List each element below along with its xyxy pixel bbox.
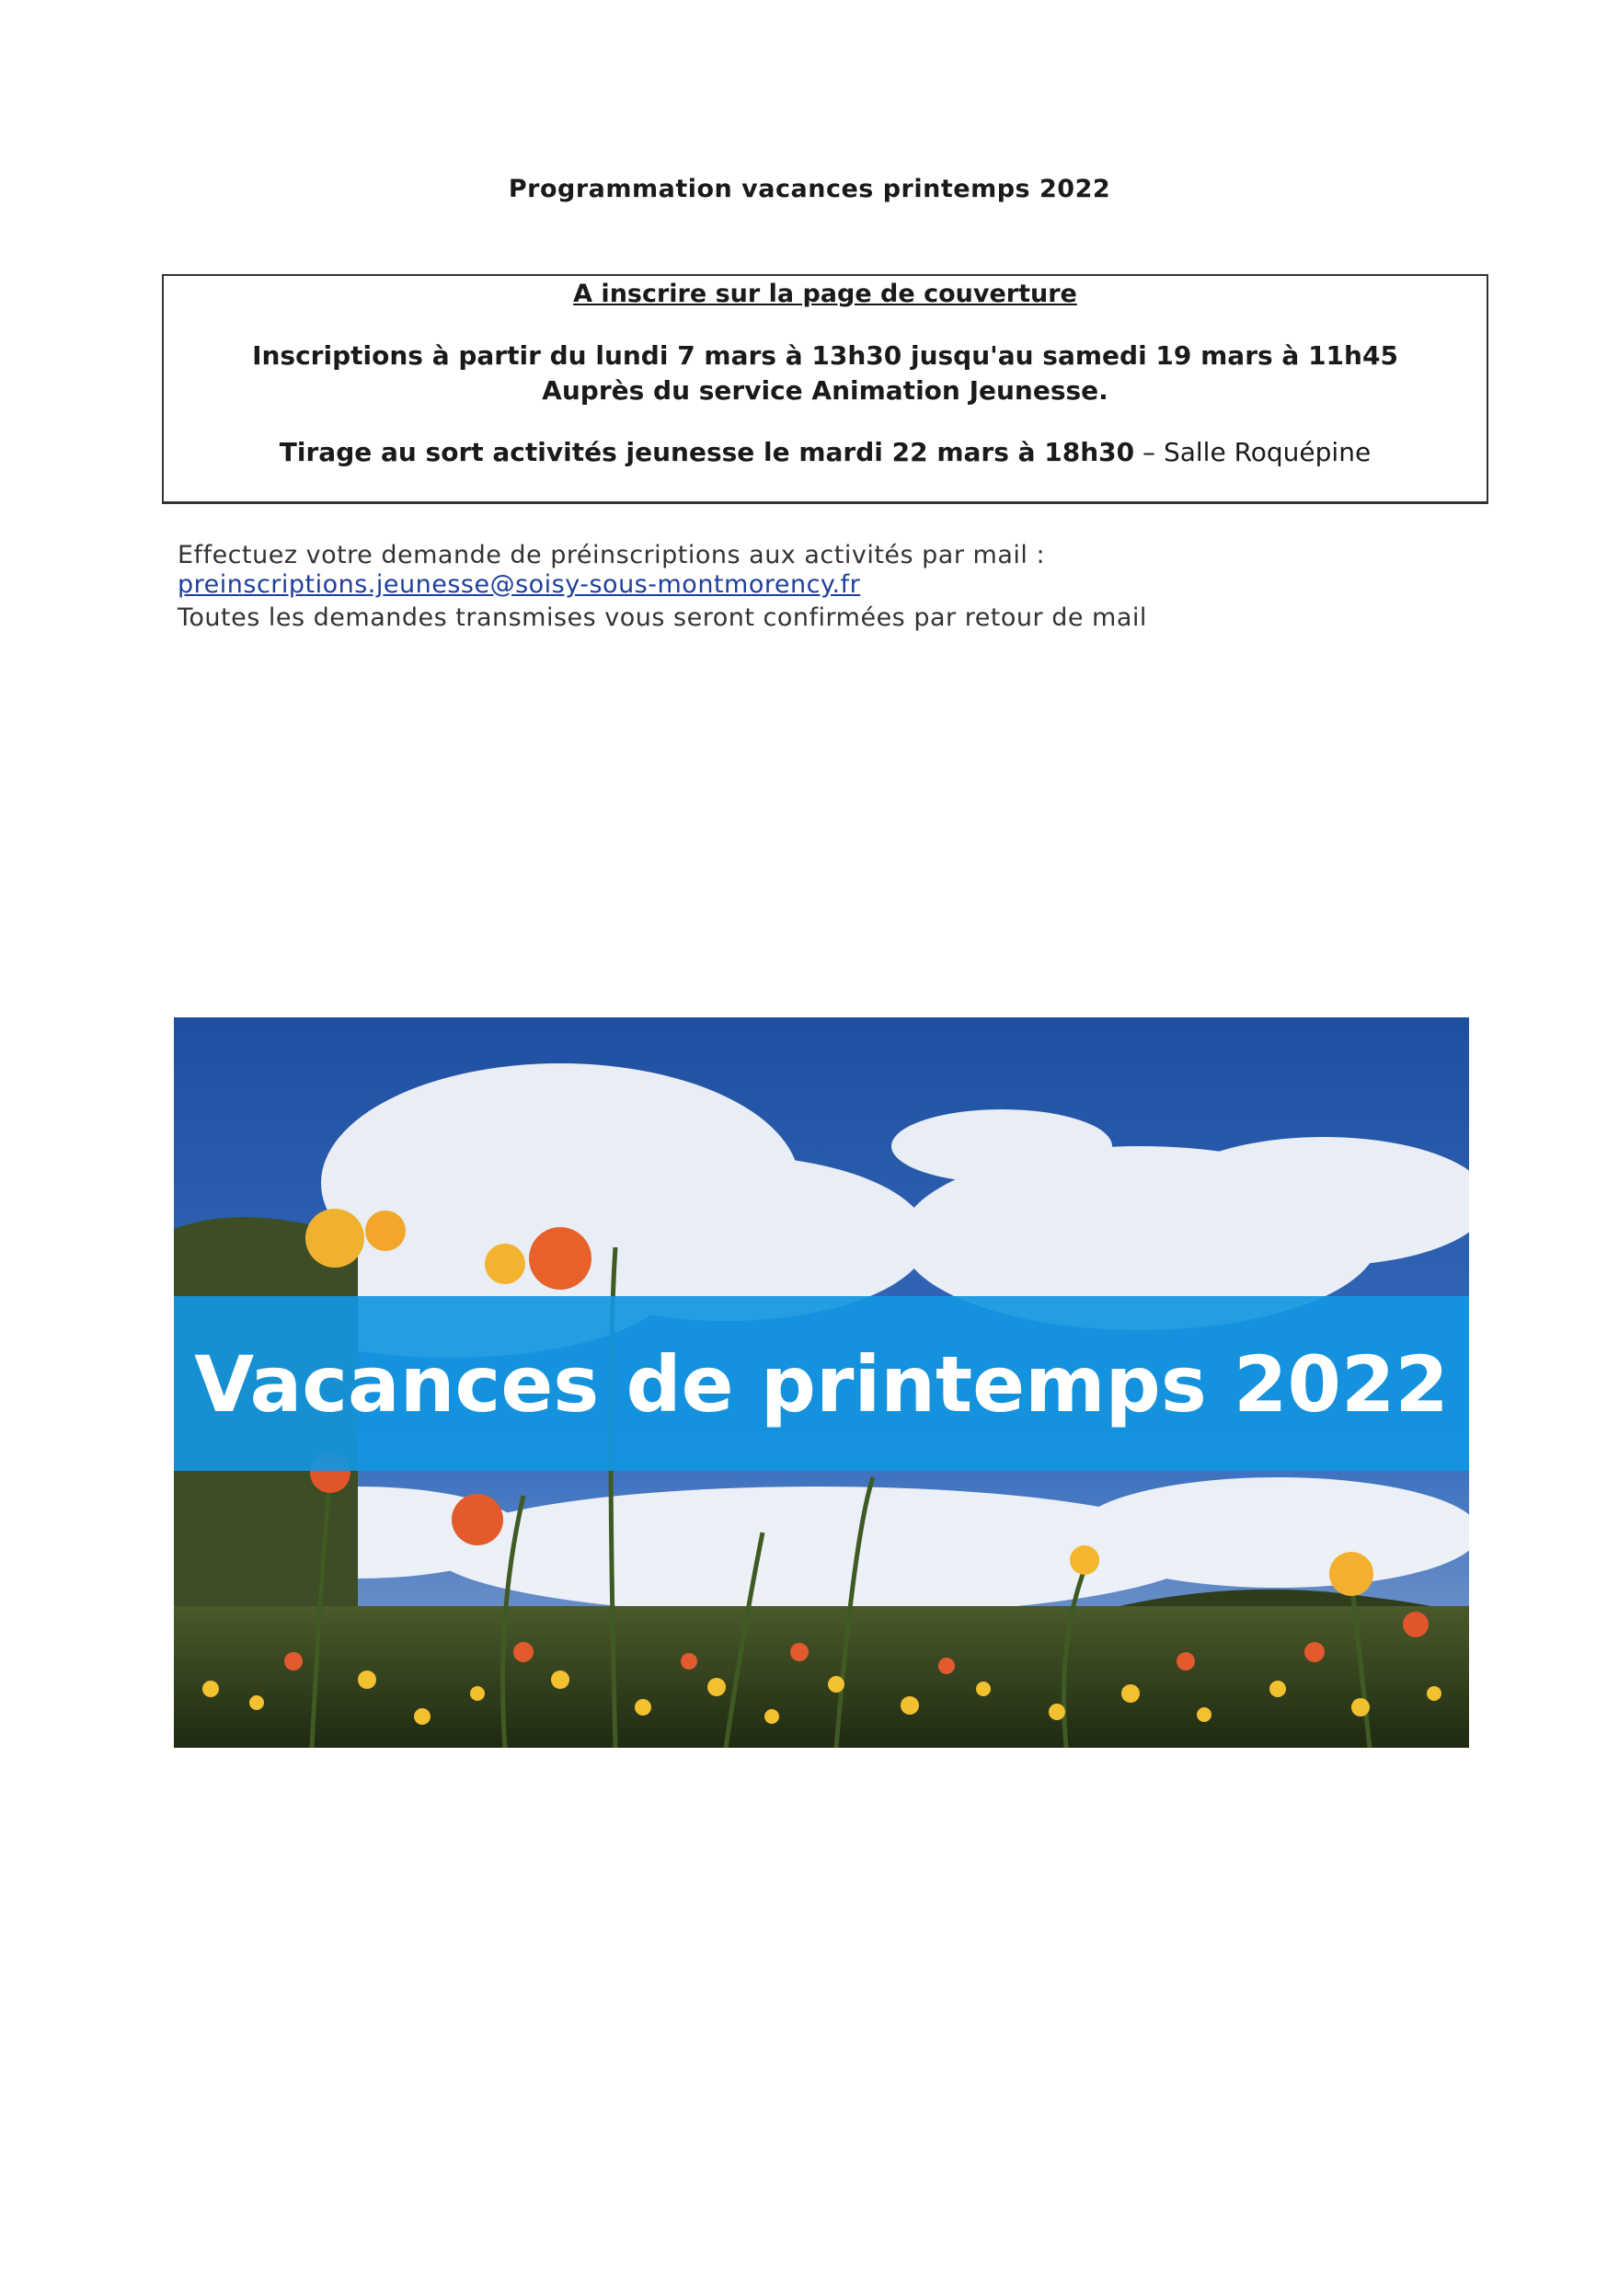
draw-info: [164, 437, 1487, 467]
banner-image: [174, 1017, 1469, 1748]
registration-service: Auprès du service Animation Jeunesse.: [542, 375, 1108, 406]
banner-title: Vacances de printemps 2022: [194, 1339, 1449, 1429]
draw-date: Tirage au sort activités jeunesse le mardi 22 mars à 18h30: [279, 437, 1135, 467]
contact-email-link[interactable]: preinscriptions.jeunesse@soisy-sous-montmorency.fr: [178, 570, 861, 599]
contact-confirmation: Toutes les demandes transmises vous seront confirmées par retour de mail: [178, 603, 1147, 632]
page-title: Programmation vacances printemps 2022: [508, 175, 1111, 203]
info-box: [162, 274, 1488, 504]
box-heading: A inscrire sur la page de couverture: [573, 280, 1077, 308]
contact-instruction: Effectuez votre demande de préinscriptions aux activités par mail :: [178, 541, 1046, 569]
registration-dates: Inscriptions à partir du lundi 7 mars à 13h30 jusqu'au samedi 19 mars à 11h45: [252, 340, 1398, 371]
draw-location: – Salle Roquépine: [1134, 437, 1372, 467]
